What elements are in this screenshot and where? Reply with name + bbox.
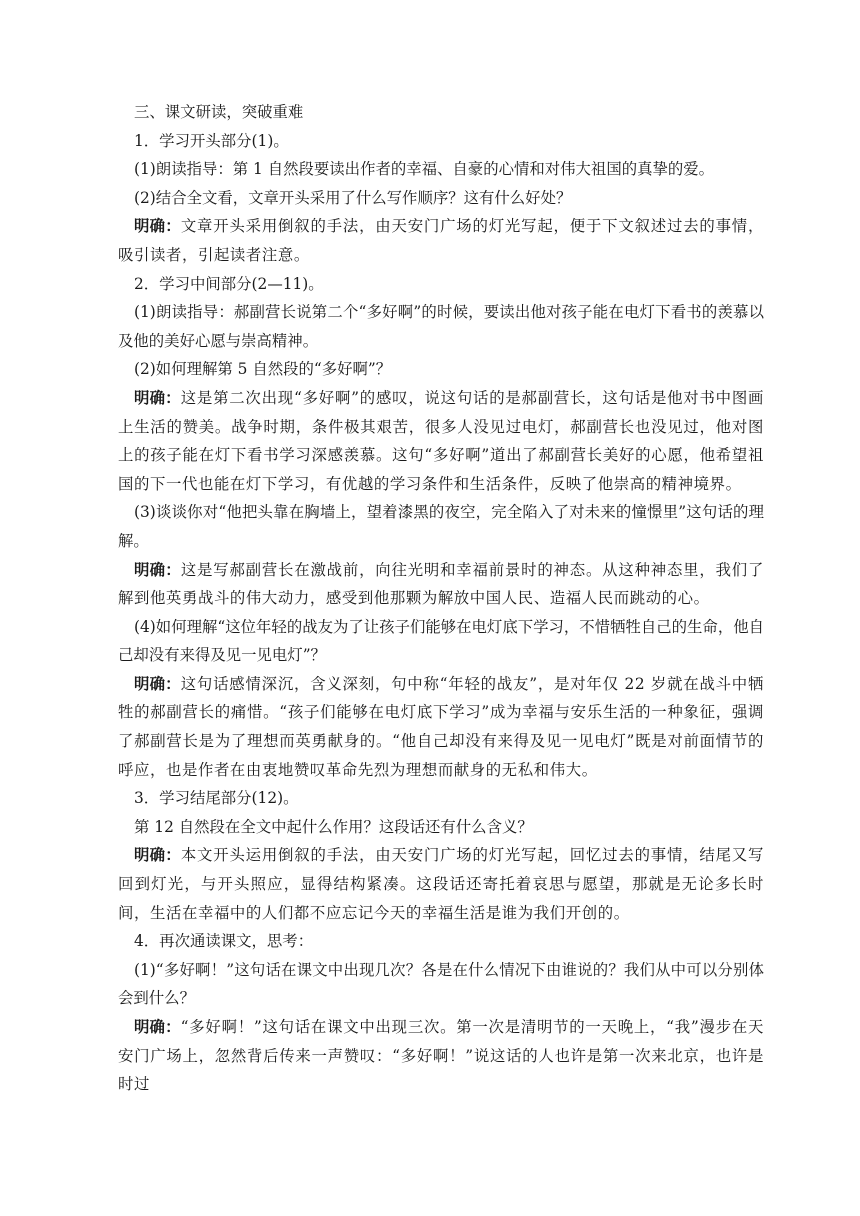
answer-paragraph: [118, 670, 764, 784]
question-paragraph: 3．学习结尾部分(12)。: [134, 789, 299, 808]
answer-paragraph: [118, 556, 764, 613]
question-paragraph: (1)“多好啊！”这句话在课文中出现几次？各是在什么情况下由谁说的？我们从中可以分别体会到什么？: [118, 960, 764, 1008]
question-paragraph: (2)如何理解第 5 自然段的“多好啊”？: [134, 360, 392, 379]
question-paragraph: (3)谈谈你对“他把头靠在胸墙上，望着漆黑的夜空，完全陷入了对未来的憧憬里”这句话的理解。: [118, 503, 764, 550]
answer-text: 文章开头采用倒叙的手法，由天安门广场的灯光写起，便于下文叙述过去的事情，吸引读者，引起读者注意。: [118, 217, 764, 264]
question-paragraph: 4．再次通读课文，思考：: [134, 932, 314, 951]
question-paragraph: (4)如何理解“这位年轻的战友为了让孩子们能够在电灯底下学习，不惜牺牲自己的生命，他自己却没有来得及见一见电灯”？: [118, 617, 764, 665]
answer-text: 本文开头运用倒叙的手法，由天安门广场的灯光写起，回忆过去的事情，结尾又写回到灯光，与开头照应，显得结构紧凑。这段话还寄托着哀思与愿望，那就是无论多长时间，生活在幸福中的人们都不应忘记今天的幸福生活是谁为我们开创的。: [118, 846, 764, 922]
question-paragraph: (2)结合全文看，文章开头采用了什么写作顺序？这有什么好处？: [134, 188, 572, 207]
answer-label: 明确：: [134, 846, 181, 865]
answer-label: 明确：: [134, 1018, 181, 1036]
answer-label: 明确：: [134, 388, 181, 407]
question-paragraph: (1)朗读指导：郝副营长说第二个“多好啊”的时候，要读出他对孩子能在电灯下看书的羡慕以及他的美好心愿与崇高精神。: [118, 303, 764, 350]
answer-text: 这是写郝副营长在激战前，向往光明和幸福前景时的神态。从这种神态里，我们了解到他英勇战斗的伟大动力，感受到他那颗为解放中国人民、造福人民而跳动的心。: [118, 560, 764, 608]
answer-label: 明确：: [134, 674, 181, 693]
answer-text: 这是第二次出现“多好啊”的感叹，说这句话的是郝副营长，这句话是他对书中图画上生活的赞美。战争时期，条件极其艰苦，很多人没见过电灯，郝副营长也没见过，他对图上的孩子能在灯下看书学习深感羡慕。这句“多好啊”道出了郝副营长美好的心愿，他希望祖国的下一代也能在灯下学习，有优越的学习条件和生活条件，反映了他崇高的精神境界。: [118, 388, 764, 493]
question-paragraph: 1．学习开头部分(1)。: [134, 131, 289, 150]
answer-label: 明确：: [134, 560, 181, 579]
answer-paragraph: [118, 384, 764, 498]
section-heading: 三、课文研读，突破重难: [134, 103, 304, 121]
answer-text: “多好啊！”这句话在课文中出现三次。第一次是清明节的一天晚上，“我”漫步在天安门广场上，忽然背后传来一声赞叹：“多好啊！”说这话的人也许是第一次来北京，也许是时过: [118, 1018, 764, 1094]
question-paragraph: (1)朗读指导：第 1 自然段要读出作者的幸福、自豪的心情和对伟大祖国的真挚的爱。: [134, 160, 715, 179]
answer-paragraph: [118, 212, 764, 269]
answer-paragraph: [118, 841, 764, 927]
answer-label: 明确：: [134, 217, 181, 236]
answer-paragraph: [118, 1013, 764, 1099]
question-paragraph: 第 12 自然段在全文中起什么作用？这段话还有什么含义？: [134, 817, 533, 836]
answer-text: 这句话感情深沉，含义深刻，句中称“年轻的战友”，是对年仅 22 岁就在战斗中牺牲的郝副营长的痛惜。“孩子们能够在电灯底下学习”成为幸福与安乐生活的一种象征，强调了郝副营长是为了理想而英勇献身的。“他自己却没有来得及见一见电灯”既是对前面情节的呼应，也是作者在由衷地赞叹革命先烈为理想而献身的无私和伟大。: [118, 674, 764, 779]
question-paragraph: 2．学习中间部分(2—11)。: [134, 274, 324, 293]
document-body: [118, 127, 764, 1099]
